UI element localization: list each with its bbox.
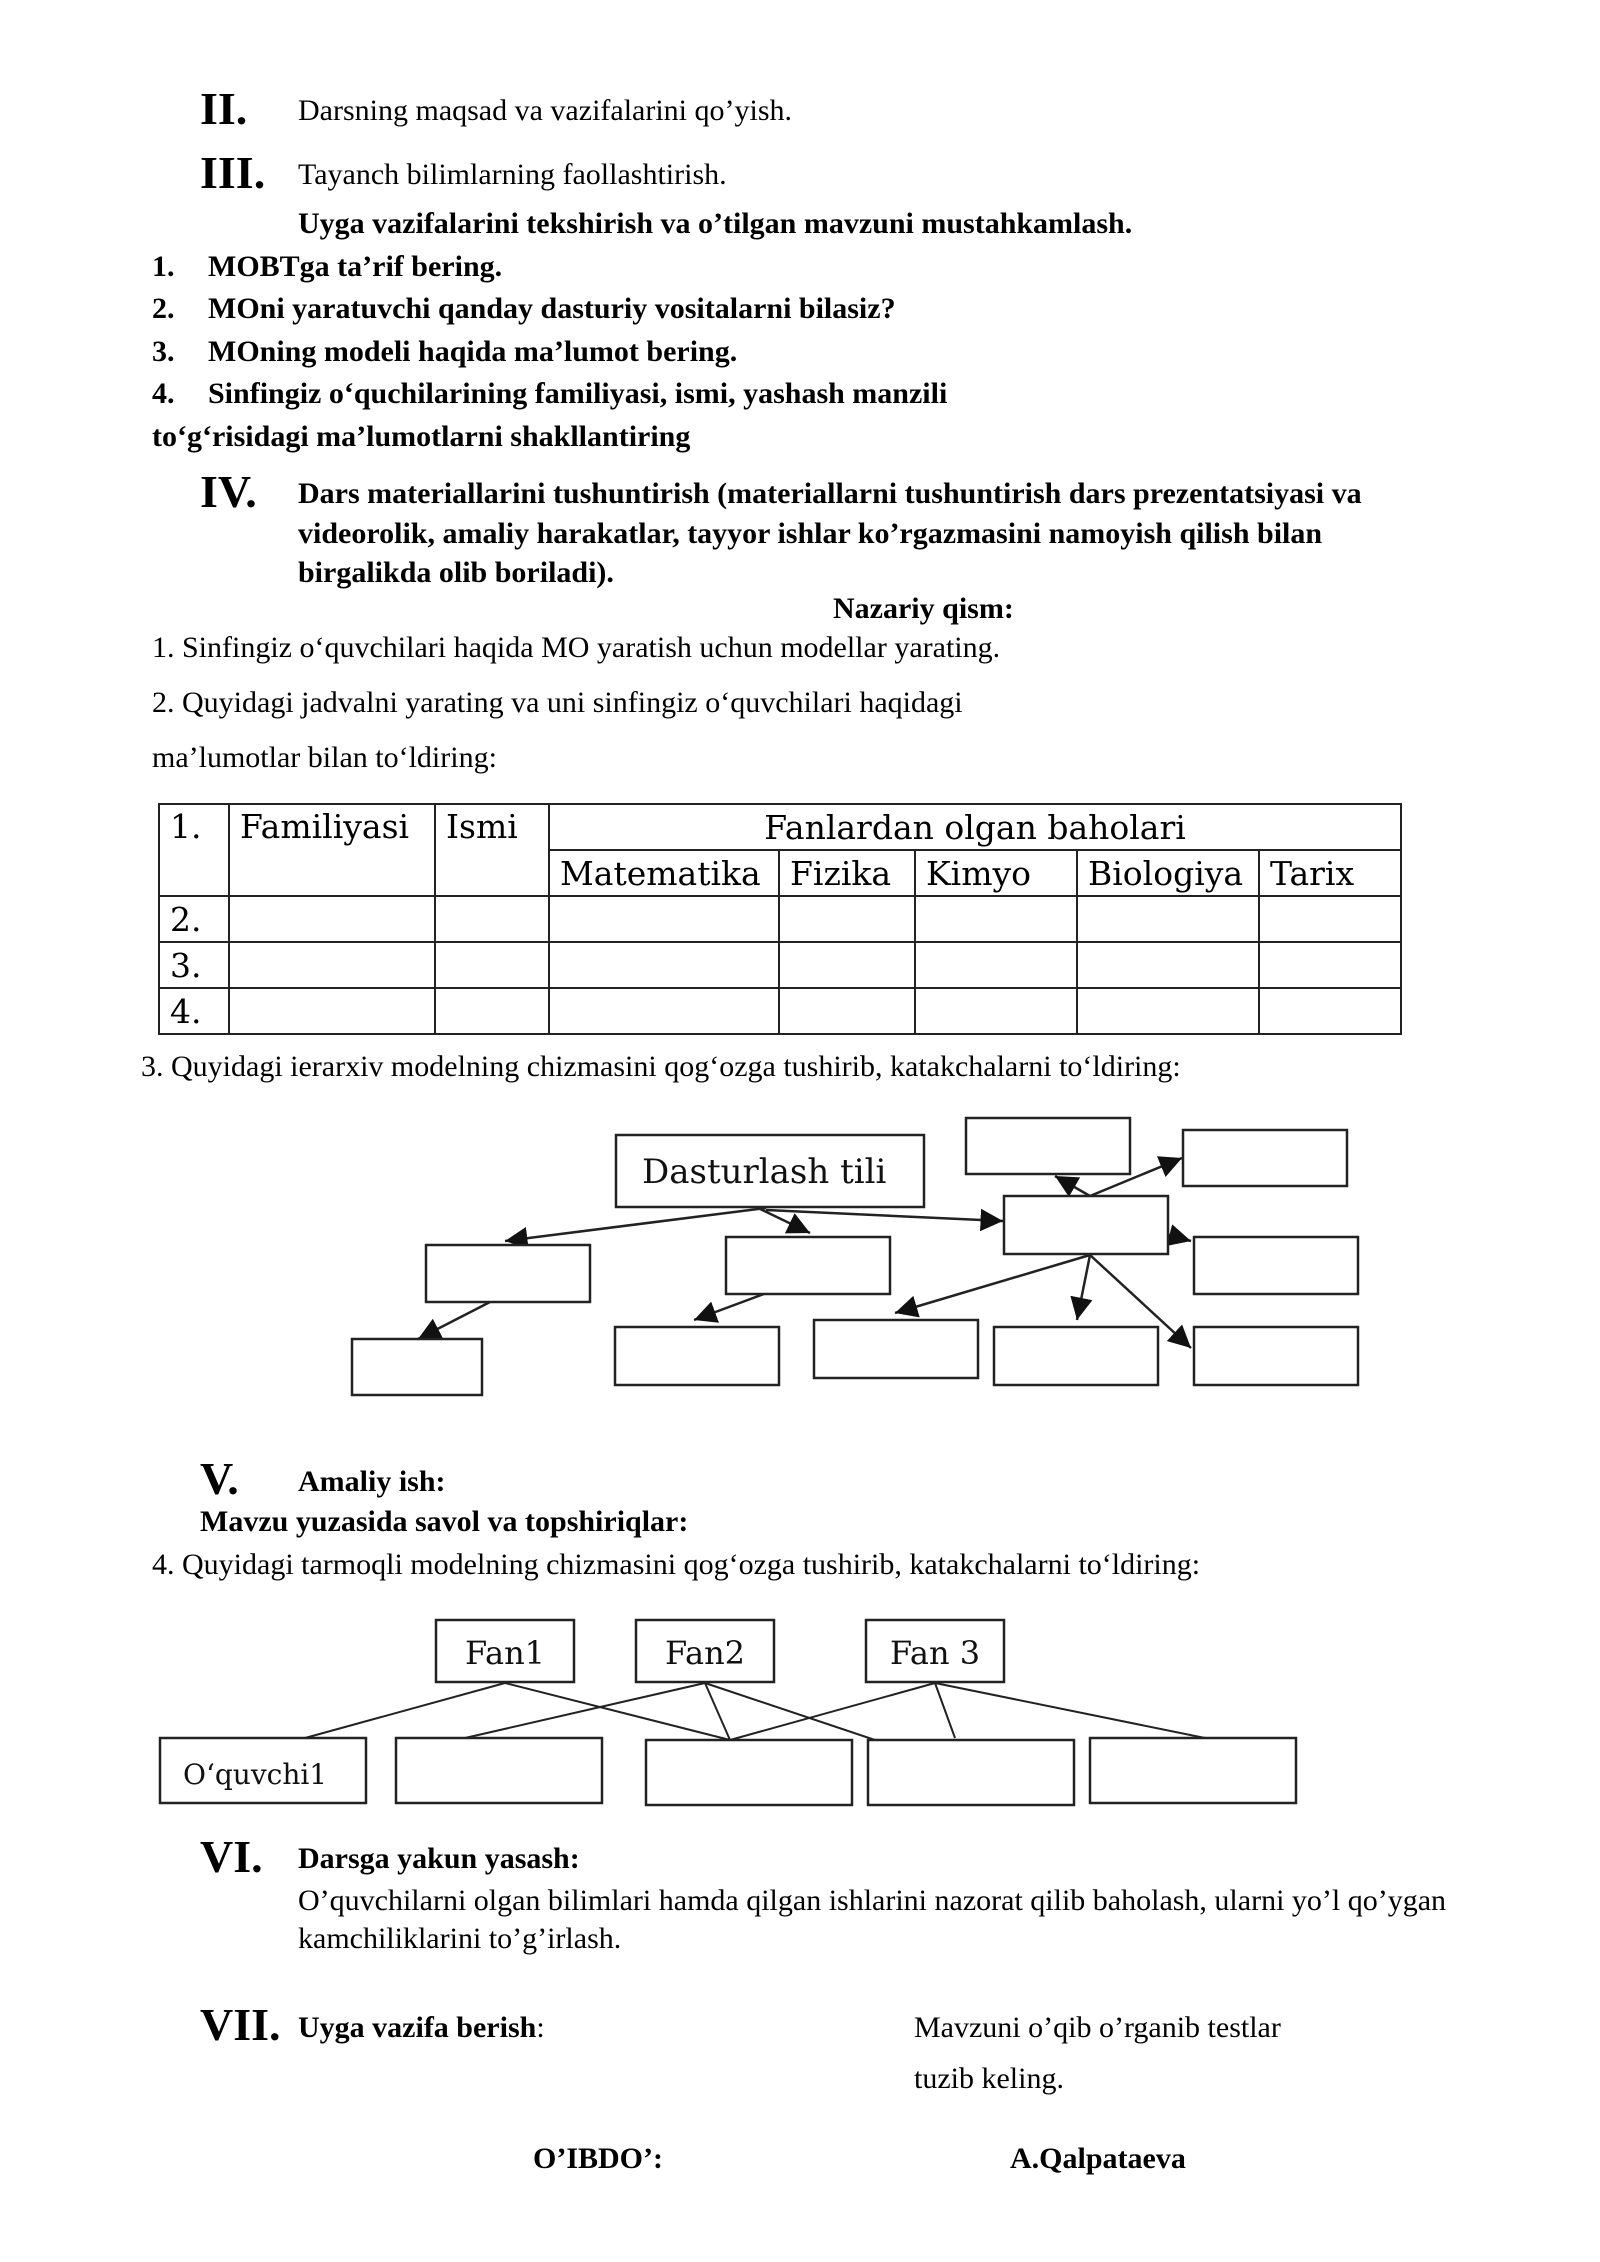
- table-cell-row-number: 2.: [159, 896, 229, 942]
- network-bottom-box: [868, 1740, 1074, 1805]
- hierarchy-box: [1183, 1130, 1347, 1186]
- section-6-line-2: kamchiliklarini to’g’irlash.: [298, 1922, 622, 1955]
- section-7-colon: :: [536, 2011, 545, 2044]
- hierarchy-box: [1194, 1327, 1358, 1385]
- section-3-numeral: III.: [200, 147, 266, 198]
- section-4-line-2: videorolik, amaliy harakatlar, tayyor ishlar ko’rgazmasini namoyish qilish bilan: [298, 517, 1323, 550]
- question-1-text: MOBTga ta’rif bering.: [208, 250, 503, 283]
- network-bottom-box: [396, 1738, 602, 1803]
- section-5-numeral: V.: [200, 1453, 239, 1504]
- section-4-line-1: Dars materiallarini tushuntirish (materiallarni tushuntirish dars prezentatsiyasi va: [298, 477, 1362, 510]
- network-label-fan2: Fan2: [664, 1634, 746, 1672]
- section-3-subtitle: Uyga vazifalarini tekshirish va o’tilgan mavzuni mustahkamlash.: [298, 207, 1133, 240]
- task-3-text: 3. Quyidagi ierarxiv modelning chizmasini qog‘ozga tushirib, katakchalarni to‘ldiring:: [141, 1050, 1181, 1083]
- hierarchy-box: [814, 1320, 978, 1378]
- hierarchy-box: [994, 1327, 1158, 1385]
- hierarchy-box: [966, 1118, 1130, 1174]
- question-1-number: 1.: [152, 250, 175, 283]
- section-6-line-1: O’quvchilarni olgan bilimlari hamda qilgan ishlarini nazorat qilib baholash, ularni yo’l qo’ygan: [298, 1884, 1447, 1917]
- network-label-fan3: Fan 3: [889, 1634, 981, 1672]
- section-4-numeral: IV.: [200, 466, 257, 517]
- homework-line-1: Mavzuni o’qib o’rganib testlar: [914, 2011, 1281, 2044]
- question-4-text: Sinfingiz o‘quchilarining familiyasi, ismi, yashash manzili: [208, 377, 948, 410]
- table-header-subject: Kimyo: [915, 850, 1077, 896]
- section-7-heading: [298, 2011, 545, 2045]
- network-diagram: [0, 1600, 1600, 1820]
- question-4-number: 4.: [152, 377, 175, 410]
- theory-item-2b: ma’lumotlar bilan to‘ldiring:: [152, 741, 497, 774]
- network-connectors: [305, 1683, 1205, 1740]
- section-2-numeral: II.: [200, 83, 248, 134]
- table-header-subject: Fizika: [779, 850, 915, 896]
- hierarchy-box: [1004, 1196, 1168, 1254]
- table-cell-row-number: 3.: [159, 942, 229, 988]
- section-5-title: Amaliy ish:: [298, 1465, 446, 1498]
- section-7-numeral: VII.: [200, 1999, 281, 2050]
- section-7-title: Uyga vazifa berish: [298, 2011, 537, 2044]
- question-3-text: MOning modeli haqida ma’lumot bering.: [208, 335, 738, 368]
- question-3-number: 3.: [152, 335, 175, 368]
- section-4-line-3: birgalikda olib boriladi).: [298, 556, 614, 589]
- table-header-subject: Tarix: [1259, 850, 1401, 896]
- section-2-text: Darsning maqsad va vazifalarini qo’yish.: [298, 94, 793, 127]
- table-header-subject: Biologiya: [1077, 850, 1259, 896]
- hierarchy-root-label: Dasturlash tili: [642, 1152, 887, 1192]
- task-4-text: 4. Quyidagi tarmoqli modelning chizmasini qog‘ozga tushirib, katakchalarni to‘ldiring:: [152, 1548, 1201, 1581]
- network-label-fan1: Fan1: [464, 1634, 546, 1672]
- table-header-surname: Familiyasi: [229, 804, 435, 896]
- table-header-grades-group: Fanlardan olgan baholari: [549, 804, 1401, 850]
- hierarchy-box: [615, 1327, 779, 1385]
- table-cell-row-number: 4.: [159, 988, 229, 1034]
- table-header-name: Ismi: [435, 804, 549, 896]
- homework-line-2: tuzib keling.: [914, 2062, 1064, 2095]
- network-label-student1: O‘quvchi1: [183, 1758, 328, 1791]
- section-3-text: Tayanch bilimlarning faollashtirish.: [298, 158, 727, 191]
- signature-title: O’IBDO’:: [533, 2142, 663, 2175]
- question-2-text: MOni yaratuvchi qanday dasturiy vositalarni bilasiz?: [208, 292, 896, 325]
- theory-item-2a: 2. Quyidagi jadvalni yarating va uni sinfingiz o‘quvchilari haqidagi: [152, 686, 963, 719]
- section-5-subtitle: Mavzu yuzasida savol va topshiriqlar:: [200, 1505, 689, 1538]
- network-bottom-box: [646, 1740, 852, 1805]
- question-4-continuation: to‘g‘risidagi ma’lumotlarni shakllantiring: [152, 420, 691, 453]
- theory-item-1: 1. Sinfingiz o‘quvchilari haqida MO yaratish uchun modellar yarating.: [152, 631, 1001, 664]
- network-bottom-box: [1090, 1738, 1296, 1803]
- hierarchy-box: [726, 1237, 890, 1294]
- section-6-title: Darsga yakun yasash:: [298, 1842, 580, 1875]
- section-6-numeral: VI.: [200, 1831, 263, 1882]
- hierarchy-box: [426, 1245, 590, 1302]
- signature-name: A.Qalpataeva: [1010, 2142, 1186, 2175]
- hierarchy-box: [352, 1339, 482, 1395]
- theory-title: Nazariy qism:: [833, 592, 1014, 625]
- hierarchy-box: [1194, 1237, 1358, 1294]
- table-cell-row-number: 1.: [159, 804, 229, 896]
- table-header-subject: Matematika: [549, 850, 779, 896]
- question-2-number: 2.: [152, 292, 175, 325]
